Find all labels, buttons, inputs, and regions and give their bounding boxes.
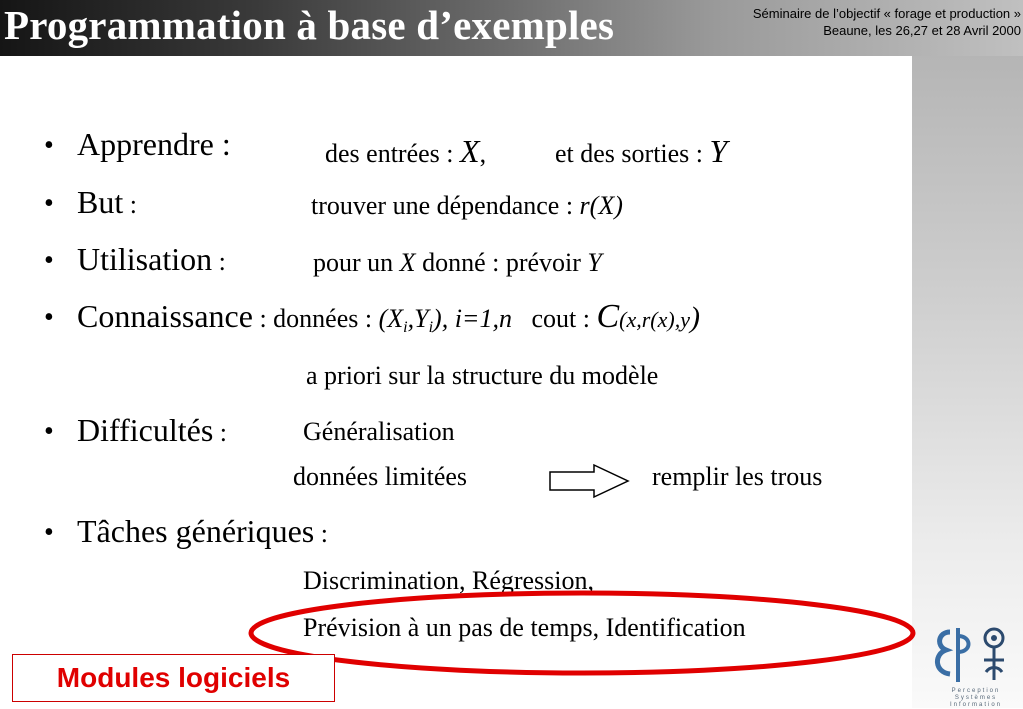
right-arrow-icon: [548, 463, 630, 499]
bullet-apprendre-detail-2: et des sorties : Y: [555, 133, 728, 169]
bullet-but: But :: [77, 184, 137, 220]
slide-title: Programmation à base d’exemples: [4, 2, 615, 48]
bullet-difficultes: Difficultés :: [77, 412, 227, 448]
seminar-line-2: Beaune, les 26,27 et 28 Avril 2000: [823, 23, 1021, 38]
bullet-label: Apprendre :: [77, 126, 231, 162]
tasks-line-2: Prévision à un pas de temps, Identification: [303, 613, 746, 642]
bullet-dot: •: [44, 130, 54, 161]
seminar-line-1: Séminaire de l’objectif « forage et production »: [752, 6, 1021, 21]
bullet-dot: •: [44, 517, 54, 548]
bullet-dot: •: [44, 245, 54, 276]
modules-logiciels-box: Modules logiciels: [12, 654, 335, 702]
fill-gaps-text: remplir les trous: [652, 462, 823, 491]
logo-caption: Perception Systèmes Information: [949, 688, 1002, 708]
bullet-connaissance-line2: a priori sur la structure du modèle: [306, 361, 659, 390]
bullet-taches: Tâches génériques :: [77, 513, 328, 549]
bullet-apprendre: [77, 126, 231, 163]
bullet-dot: •: [44, 188, 54, 219]
side-gradient-band: [912, 56, 1023, 708]
bullet-dot: •: [44, 416, 54, 447]
bullet-connaissance: Connaissance : données : $(X_i,Y_i)$, i=1,n cout : C(x,r(x),y): [77, 298, 700, 336]
bullet-apprendre-detail: des entrées : X,: [325, 133, 487, 169]
tasks-line-1: Discrimination, Régression,: [303, 566, 595, 595]
bullet-difficultes-detail: Généralisation: [303, 417, 455, 446]
perception-systemes-logo-icon: [928, 626, 1020, 688]
bullet-but-detail: trouver une dépendance : r(X): [311, 191, 623, 220]
bullet-dot: •: [44, 302, 54, 333]
limited-data-text: données limitées: [293, 462, 468, 491]
bullet-utilisation-detail: pour un X donné : prévoir Y: [313, 248, 602, 277]
highlight-ellipse: [246, 588, 918, 678]
bullet-utilisation: Utilisation :: [77, 241, 226, 277]
seminar-info: [753, 5, 1021, 39]
